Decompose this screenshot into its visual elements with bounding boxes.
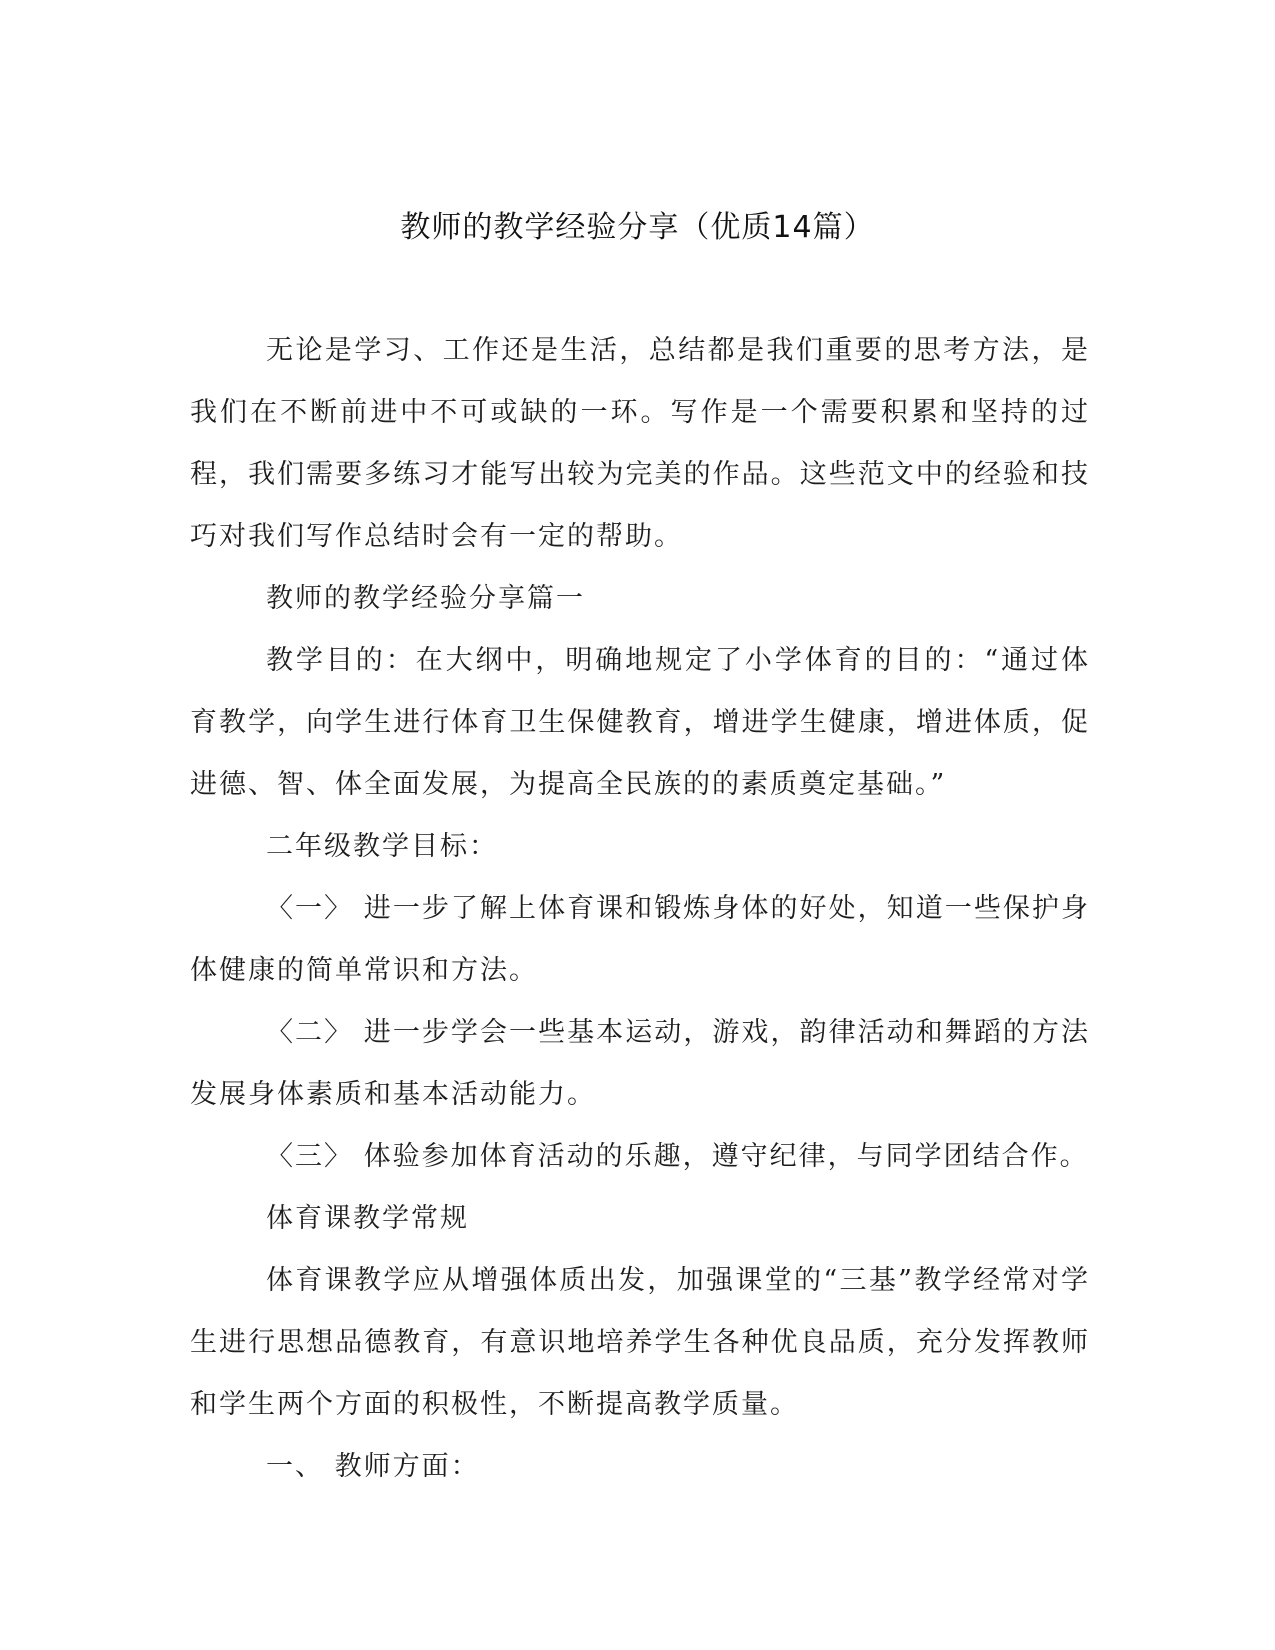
section-heading: 教师的教学经验分享篇一	[266, 583, 585, 614]
goal-item-1: 〈一〉 进一步了解上体育课和锻炼身体的好处，知道一些保护身体健康的简单常识和方法。	[190, 893, 1090, 986]
goal-item-3: 〈三〉 体验参加体育活动的乐趣，遵守纪律，与同学团结合作。	[266, 1141, 1089, 1172]
teacher-aspect-heading: 一、 教师方面：	[266, 1451, 480, 1482]
routine-heading: 体育课教学常规	[266, 1203, 469, 1234]
intro-paragraph: 无论是学习、工作还是生活，总结都是我们重要的思考方法，是我们在不断前进中不可或缺的一环。写作是一个需要积累和坚持的过程，我们需要多练习才能写出较为完美的作品。这些范文中的经验和技巧对我们写作总结时会有一定的帮助。	[190, 335, 1090, 552]
document-title: 教师的教学经验分享（优质14篇）	[400, 210, 875, 245]
teaching-goal-paragraph: 教学目的：在大纲中，明确地规定了小学体育的目的：“通过体育教学，向学生进行体育卫生保健教育，增进学生健康，增进体质，促进德、智、体全面发展，为提高全民族的的素质奠定基础。”	[190, 645, 1090, 800]
routine-paragraph: 体育课教学应从增强体质出发，加强课堂的“三基”教学经常对学生进行思想品德教育，有意识地培养学生各种优良品质，充分发挥教师和学生两个方面的积极性，不断提高教学质量。	[190, 1265, 1090, 1420]
document-body	[190, 320, 1090, 1498]
grade-goals-heading: 二年级教学目标：	[266, 831, 498, 862]
goal-item-2: 〈二〉 进一步学会一些基本运动，游戏，韵律活动和舞蹈的方法发展身体素质和基本活动能力。	[190, 1017, 1090, 1110]
